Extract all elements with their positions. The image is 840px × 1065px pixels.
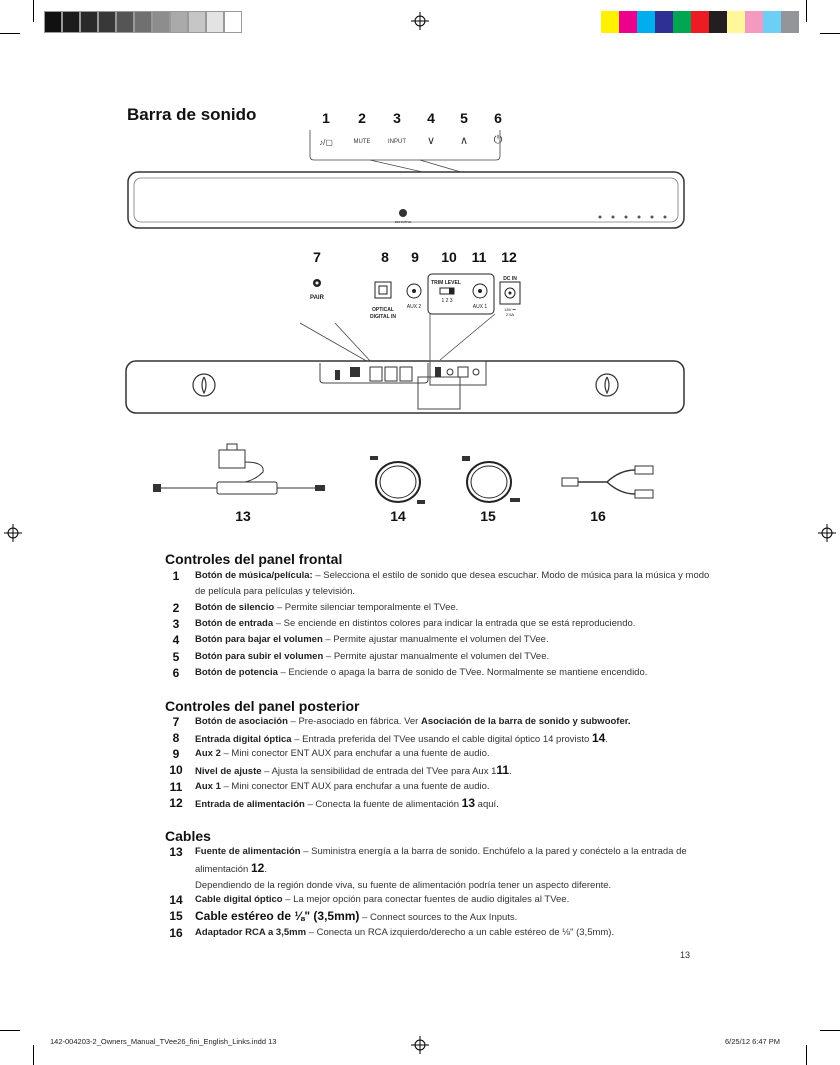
callout-number: 5 (460, 110, 468, 126)
page-number: 13 (680, 950, 691, 960)
callout-number: 12 (501, 249, 517, 265)
crop-mark (33, 0, 34, 22)
section-heading-cables: Cables (165, 828, 211, 844)
registration-mark-icon (411, 1036, 429, 1054)
volume-down-icon: ∨ (426, 135, 436, 147)
registration-mark-icon (818, 524, 836, 542)
crop-mark (806, 1045, 807, 1065)
registration-mark-icon (411, 12, 429, 30)
soundbar-front-illustration (120, 120, 690, 232)
callout-number: 8 (381, 249, 389, 265)
crop-mark (820, 33, 840, 34)
optical-label: OPTICAL (372, 307, 394, 313)
power-icon: ⏻ (493, 134, 503, 146)
list-item: 12 Entrada de alimentación – Conecta la fuente de alimentación 13 aquí. (169, 796, 499, 810)
grayscale-swatch (116, 11, 134, 33)
list-item: 15 Cable estéreo de ⅛" (3,5mm) – Connect sources to the Aux Inputs. (169, 909, 518, 923)
dc-spec-voltage: 18V ⎓ (504, 307, 516, 312)
callout-number: 1 (322, 110, 330, 126)
callout-number: 9 (411, 249, 419, 265)
cables-illustration (145, 440, 665, 510)
input-button-label: INPUT (388, 139, 406, 145)
grayscale-swatch (62, 11, 80, 33)
list-item: 13 Fuente de alimentación – Suministra energía a la barra de sonido. Enchúfelo a la pared y conéctelo a la entrada de alimentación 12. Dependiendo de la región donde viva, su fuente de alimentación podría tener un aspecto diferente. (169, 845, 687, 891)
grayscale-swatch (188, 11, 206, 33)
mute-button-label: MUTE (353, 139, 371, 145)
list-item: 10 Nivel de ajuste – Ajusta la sensibilidad de entrada del TVee para Aux 111. (169, 763, 512, 777)
volume-up-icon: ∧ (459, 135, 469, 147)
color-swatch (655, 11, 673, 33)
color-swatch (727, 11, 745, 33)
footer-timestamp: 6/25/12 6:47 PM (725, 1037, 781, 1046)
soundbar-rear-illustration (120, 355, 690, 417)
callout-number: 3 (393, 110, 401, 126)
pair-label: PAIR (310, 295, 324, 301)
page-title: Barra de sonido (127, 105, 257, 124)
color-swatch (709, 11, 727, 33)
section-heading-rear: Controles del panel posterior (165, 698, 360, 714)
dc-spec-current: 2.5A (505, 312, 515, 317)
color-swatch (745, 11, 763, 33)
logo-text: DEFINITIVE (394, 220, 412, 224)
color-swatch (601, 11, 619, 33)
list-item: 14 Cable digital óptico – La mejor opción para conectar fuentes de audio digitales al TVee. (169, 893, 570, 907)
crop-mark (820, 1030, 840, 1031)
color-swatch (619, 11, 637, 33)
callout-number: 7 (313, 249, 321, 265)
grayscale-swatch (224, 11, 242, 33)
grayscale-swatch (206, 11, 224, 33)
list-item: 9 Aux 2 – Mini conector ENT AUX para enchufar a una fuente de audio. (172, 747, 490, 761)
callout-number: 10 (441, 249, 457, 265)
callout-number: 13 (235, 508, 251, 524)
list-item: 1 Botón de música/película: – Selecciona el estilo de sonido que desea escuchar. Modo de música para la música y modo de película para películas y televisión. (172, 569, 710, 597)
list-item: 16 Adaptador RCA a 3,5mm – Conecta un RCA izquierdo/derecho a un cable estéreo de ⅛" (3,5mm). (169, 926, 615, 940)
callout-number: 15 (480, 508, 496, 524)
trim-positions: 1 2 3 (441, 298, 453, 304)
aux2-label: AUX 2 (406, 304, 422, 310)
callout-number: 2 (358, 110, 366, 126)
list-item: 11 Aux 1 – Mini conector ENT AUX para enchufar a una fuente de audio. (169, 780, 490, 794)
list-item: 4 Botón para bajar el volumen – Permite ajustar manualmente el volumen del TVee. (172, 633, 549, 647)
callout-number: 4 (427, 110, 435, 126)
dc-in-label: DC IN (503, 276, 517, 282)
crop-mark (0, 1030, 20, 1031)
callout-number: 14 (390, 508, 406, 524)
section-heading-front: Controles del panel frontal (165, 551, 343, 567)
color-swatch (673, 11, 691, 33)
list-item: 7 Botón de asociación – Pre-asociado en fábrica. Ver Asociación de la barra de sonido y subwoofer. (172, 715, 631, 729)
grayscale-swatch (170, 11, 188, 33)
list-item: 5 Botón para subir el volumen – Permite ajustar manualmente el volumen del TVee. (172, 650, 550, 664)
color-swatch (781, 11, 799, 33)
callout-number: 6 (494, 110, 502, 126)
callout-number: 16 (590, 508, 606, 524)
footer-filename: 142-004203-2_Owners_Manual_TVee26_fini_English_Links.indd 13 (50, 1037, 277, 1046)
crop-mark (806, 0, 807, 22)
trim-level-label: TRIM LEVEL (431, 280, 461, 286)
color-swatch (637, 11, 655, 33)
grayscale-swatch (80, 11, 98, 33)
callout-number: 11 (471, 249, 487, 265)
digital-in-label: DIGITAL IN (370, 314, 396, 320)
grayscale-swatch (152, 11, 170, 33)
grayscale-swatch (44, 11, 62, 33)
color-swatch (763, 11, 781, 33)
list-item: 8 Entrada digital óptica – Entrada preferida del TVee usando el cable digital óptico 14 provisto 14. (172, 731, 608, 745)
crop-mark (33, 1045, 34, 1065)
color-swatch (691, 11, 709, 33)
crop-mark (0, 33, 20, 34)
list-item: 3 Botón de entrada – Se enciende en distintos colores para indicar la entrada que se está reproduciendo. (172, 617, 636, 631)
list-item: 6 Botón de potencia – Enciende o apaga la barra de sonido de TVee. Normalmente se mantiene encendido. (172, 666, 648, 680)
grayscale-swatch (134, 11, 152, 33)
music-movie-button-label: ♪/▢ (319, 138, 333, 147)
grayscale-swatch (98, 11, 116, 33)
registration-mark-icon (4, 524, 22, 542)
list-item: 2 Botón de silencio – Permite silenciar temporalmente el TVee. (172, 601, 459, 615)
aux1-label: AUX 1 (472, 304, 488, 310)
